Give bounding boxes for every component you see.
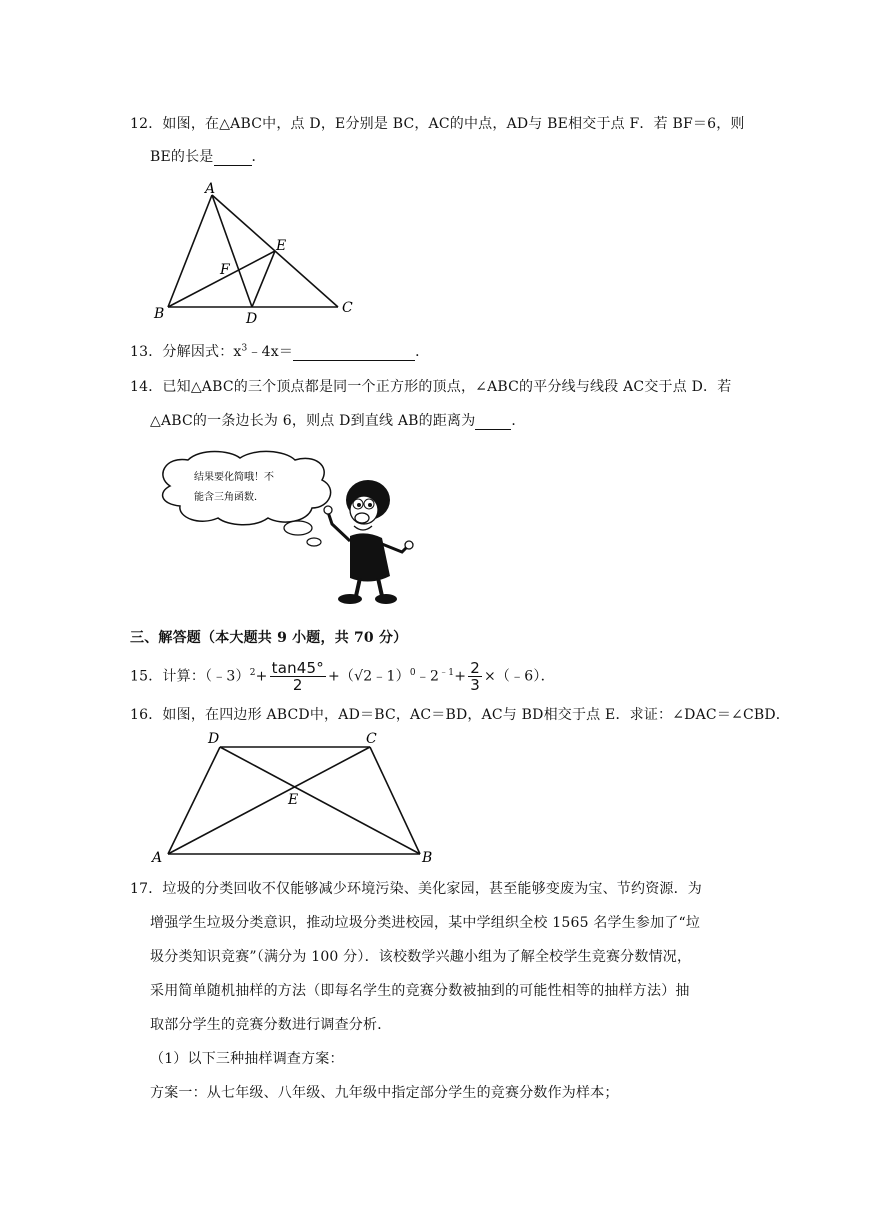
q16-label-B: B [422, 850, 433, 865]
q13-answer-blank[interactable] [293, 346, 415, 361]
q16-quadrilateral-figure [148, 730, 438, 865]
q13-end: ． [415, 344, 430, 360]
q16-label-D: D [208, 731, 220, 747]
q15-tail: ×（﹣6）． [483, 668, 555, 685]
q12-end: ． [251, 149, 266, 165]
q15-frac1-den: 2 [292, 676, 303, 695]
q15-frac2-num: 2 [470, 659, 480, 678]
q15-frac2-den: 3 [470, 676, 480, 695]
q14-line1: 14．已知△ABC的三个顶点都是同一个正方形的顶点，∠ABC的平分线与线段 AC交于点 D．若 [130, 379, 732, 395]
q15-plus2: + [454, 668, 467, 685]
q12-label-D: D [246, 311, 258, 325]
bubble-text-line1: 结果要化简哦！不 [194, 472, 274, 483]
q15-fraction-tan [270, 660, 326, 693]
q16-label-A: A [152, 850, 163, 865]
q12-label-B: B [154, 306, 165, 322]
q15-exp3: ﹣1 [439, 668, 455, 678]
section3-title: 三、解答题（本大题共 9 小题，共 70 分） [130, 630, 408, 646]
q14-cartoon-figure [150, 446, 415, 608]
q13-exponent: 3 [241, 343, 248, 354]
bubble-text-line2: 能含三角函数． [194, 492, 264, 503]
q17-line4: 采用简单随机抽样的方法（即每名学生的竞赛分数被抽到的可能性相等的抽样方法）抽 [150, 983, 690, 999]
q15-part3: ﹣2 [415, 668, 440, 685]
q12-label-E: E [276, 238, 287, 254]
q14-answer-blank[interactable] [475, 415, 511, 430]
q13-prefix: 13．分解因式：x [130, 344, 242, 360]
q15-plus: + [255, 668, 268, 685]
q15-fraction-two-thirds [468, 660, 482, 693]
q17-line3: 圾分类知识竞赛”（满分为 100 分）．该校数学兴趣小组为了解全校学生竞赛分数情况， [150, 949, 692, 965]
q15-exp2: 0 [409, 668, 416, 678]
q12-triangle-figure [150, 180, 360, 325]
q15-line [130, 653, 555, 693]
q12-label-A: A [205, 181, 216, 197]
q17-line1: 17．垃圾的分类回收不仅能够减少环境污染、美化家园，甚至能够变废为宝、节约资源．为 [130, 881, 703, 897]
q12-line2 [150, 146, 266, 166]
q14-line2-text: △ABC的一条边长为 6，则点 D到直线 AB的距离为 [150, 413, 476, 429]
q17-line6: （1）以下三种抽样调查方案： [150, 1051, 344, 1067]
q16-line1: 16．如图，在四边形 ABCD中，AD＝BC，AC＝BD，AC与 BD相交于点 E．求证：∠DAC＝∠CBD． [130, 707, 790, 723]
q14-line2 [150, 410, 526, 430]
thought-bubble-cloud [163, 451, 331, 524]
q16-label-E: E [288, 792, 299, 808]
q12-answer-blank[interactable] [214, 151, 252, 166]
q12-label-F: F [220, 262, 230, 278]
q13-mid: ﹣4x＝ [247, 344, 294, 360]
q12-line1: 12．如图，在△ABC中，点 D，E分别是 BC，AC的中点，AD与 BE相交于点 F．若 BF＝6，则 [130, 116, 745, 132]
q16-label-C: C [366, 731, 377, 747]
q15-exp1: 2 [249, 668, 256, 678]
q12-line2-text: BE的长是 [150, 149, 214, 165]
q15-prefix: 15．计算：（﹣3） [130, 668, 250, 685]
q17-line5: 取部分学生的竞赛分数进行调查分析． [150, 1017, 392, 1033]
q15-part2: +（√2﹣1） [327, 668, 410, 685]
q17-line7: 方案一：从七年级、八年级、九年级中指定部分学生的竞赛分数作为样本； [150, 1085, 619, 1101]
q15-frac1-num: tan45° [271, 659, 324, 678]
q17-line2: 增强学生垃圾分类意识，推动垃圾分类进校园，某中学组织全校 1565 名学生参加了“垃 [150, 915, 701, 931]
q14-end: ． [511, 413, 526, 429]
cartoon-character [324, 480, 413, 604]
q12-label-C: C [342, 300, 353, 316]
q13-line [130, 341, 429, 361]
